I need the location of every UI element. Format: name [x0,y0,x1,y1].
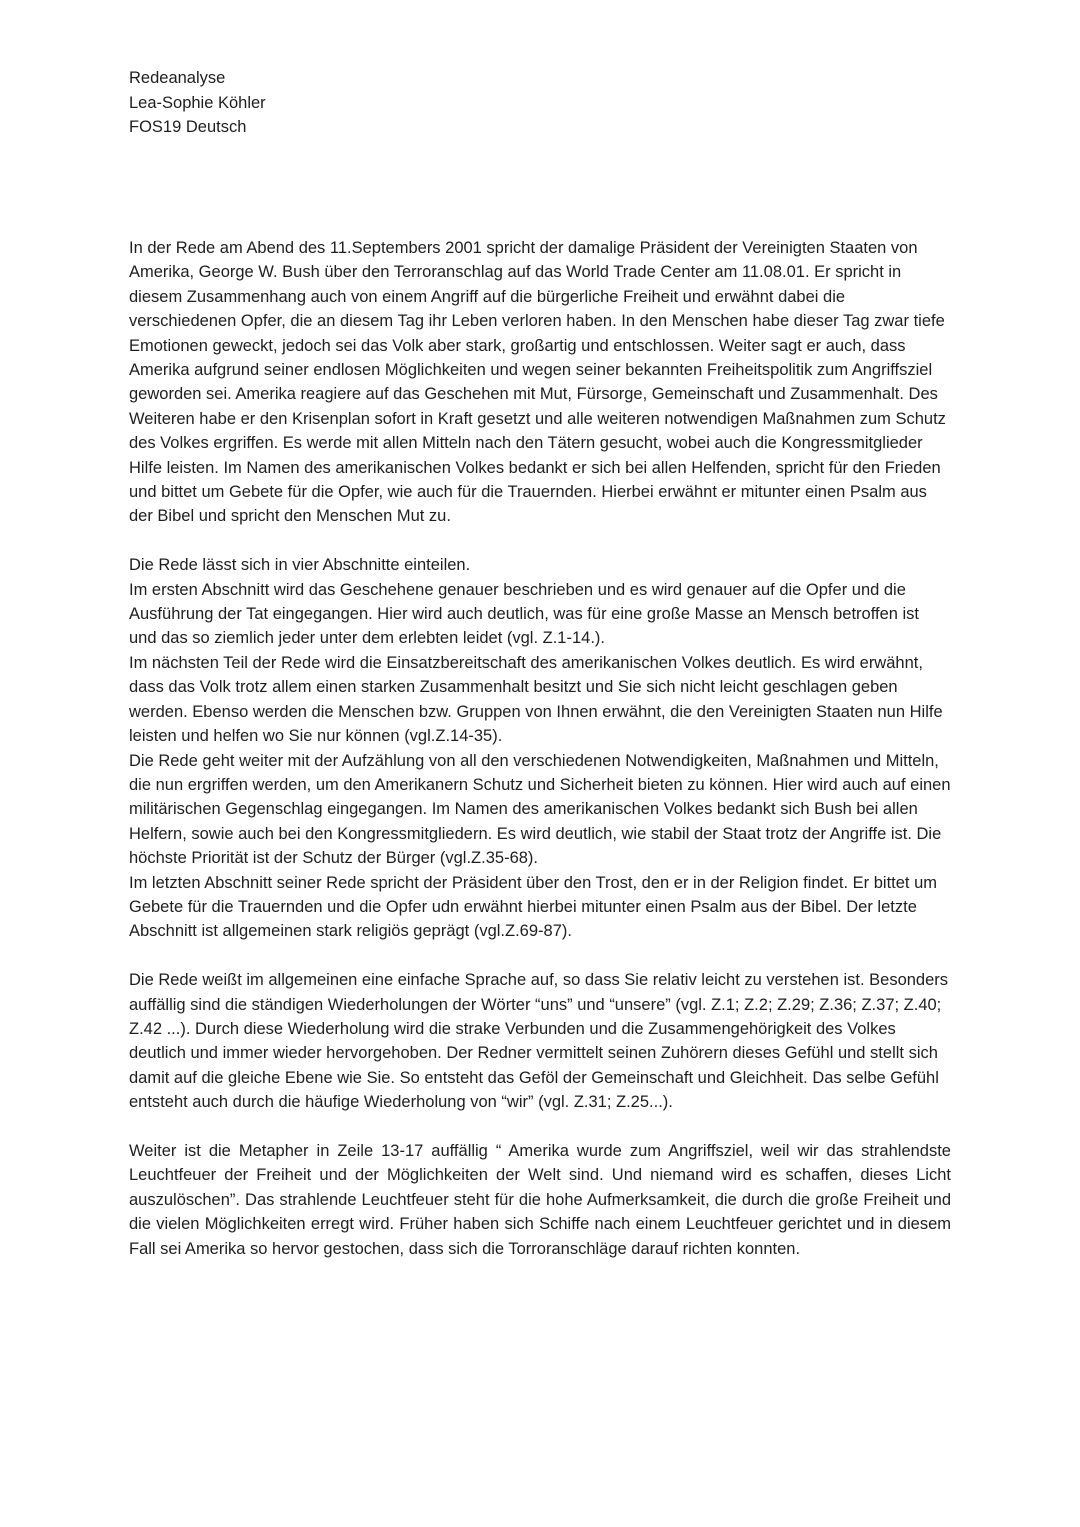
paragraph-gap [129,944,951,968]
language-analysis-paragraph: Die Rede weißt im allgemeinen eine einfache Sprache auf, so dass Sie relativ leicht zu verstehen ist. Besonders auffällig sind die ständigen Wiederholungen der Wörter “uns” und “unsere” (vgl. Z.1; Z.2; Z.29; Z.36; Z.37; Z.40; Z.42 ...). Durch diese Wiederholung wird die strake Verbunden und die Zusammengehörigkeit des Volkes deutlich und immer wieder hervorgehoben. Der Redner vermittelt seinen Zuhörern dieses Gefühl und stellt sich damit auf die gleiche Ebene wie Sie. So entsteht das Geföl der Gemeinschaft und Gleichheit. Das selbe Gefühl entsteht auch durch die häufige Wiederholung von “wir” (vgl. Z.31; Z.25...). [129,971,949,1112]
section-one-paragraph: Im ersten Abschnitt wird das Geschehene genauer beschrieben und es wird genauer auf die Opfer und die Ausführung der Tat eingegangen. Hier wird auch deutlich, was für eine große Masse an Mensch betroffen ist und das so ziemlich jeder unter dem erlebten leidet (vgl. Z.1-14.). [129,580,920,648]
paragraph-gap [129,1115,951,1139]
course-name: FOS19 Deutsch [129,118,247,137]
summary-paragraph: In der Rede am Abend des 11.Septembers 2001 spricht der damalige Präsident der Vereinigten Staaten von Amerika, George W. Bush über den Terroranschlag auf das World Trade Center am 11.08.01. Er spricht in diesem Zusammenhang auch von einem Angriff auf die bürgerliche Freiheit und erwähnt dabei die verschiedenen Opfer, die an diesem Tag ihr Leben verloren haben. In den Menschen habe dieser Tag zwar tiefe Emotionen geweckt, jedoch sei das Volk aber stark, großartig und entschlossen. Weiter sagt er auch, dass Amerika aufgrund seiner endlosen Möglichkeiten und wegen seiner bekannten Freiheitspolitik zum Angriffsziel geworden sei. Amerika reagiere auf das Geschehen mit Mut, Fürsorge, Gemeinschaft und Zusammenhalt. Des Weiteren habe er den Krisenplan sofort in Kraft gesetzt und alle weiteren notwendigen Maßnahmen zum Schutz des Volkes ergriffen. Es werde mit allen Mitteln nach den Tätern gesucht, wobei auch die Kongressmitglieder Hilfe leisten. Im Namen des amerikanischen Volkes bedankt er sich bei allen Helfenden, spricht für den Frieden und bittet um Gebete für die Opfer, wie auch für die Trauernden. Hierbei erwähnt er mitunter einen Psalm aus der Bibel und spricht den Menschen Mut zu. [129,239,946,526]
metaphor-analysis-paragraph: Weiter ist die Metapher in Zeile 13-17 auffällig “ Amerika wurde zum Angriffsziel, weil wir das strahlendste Leuchtfeuer der Freiheit und der Möglichkeiten der Welt sind. Und niemand wird es schaffen, dieses Licht auszulöschen”. Das strahlende Leuchtfeuer steht für die hohe Aufmerksamkeit, die durch die große Freiheit und die vielen Möglichkeiten erregt wird. Früher haben sich Schiffe nach einem Leuchtfeuer gerichtet und in diesem Fall sei Amerika so hervor gestochen, dass sich die Torroranschläge darauf richten konnten. [129,1141,951,1258]
section-two-paragraph: Im nächsten Teil der Rede wird die Einsatzbereitschaft des amerikanischen Volkes deutlich. Es wird erwähnt, dass das Volk trotz allem einen starken Zusammenhalt besitzt und Sie sich nicht leicht geschlagen geben werden. Ebenso werden die Menschen bzw. Gruppen von Ihnen erwähnt, die den Vereinigten Staaten nun Hilfe leisten und helfen wo Sie nur können (vgl.Z.14-35). [129,653,943,746]
author-name: Lea-Sophie Köhler [129,93,266,112]
document-body [129,236,951,1261]
section-three-paragraph: Die Rede geht weiter mit der Aufzählung von all den verschiedenen Notwendigkeiten, Maßnahmen und Mitteln, die nun ergriffen werden, um den Amerikanern Schutz und Sicherheit bieten zu können. Hier wird auch auf einen militärischen Gegenschlag eingegangen. Im Namen des amerikanischen Volkes bedankt sich Bush bei allen Helfern, sowie auch bei den Kongressmitgliedern. Es wird deutlich, wie stabil der Staat trotz der Angriffe ist. Die höchste Priorität ist der Schutz der Bürger (vgl.Z.35-68). [129,751,951,868]
structure-intro: Die Rede lässt sich in vier Abschnitte einteilen. [129,556,471,575]
section-four-paragraph: Im letzten Abschnitt seiner Rede spricht der Präsident über den Trost, den er in der Religion findet. Er bittet um Gebete für die Trauernden und die Opfer udn erwähnt hierbei mitunter einen Psalm aus der Bibel. Der letzte Abschnitt ist allgemeinen stark religiös geprägt (vgl.Z.69-87). [129,873,938,941]
paragraph-gap [129,529,951,553]
document-header [129,66,529,140]
document-title: Redeanalyse [129,69,226,87]
